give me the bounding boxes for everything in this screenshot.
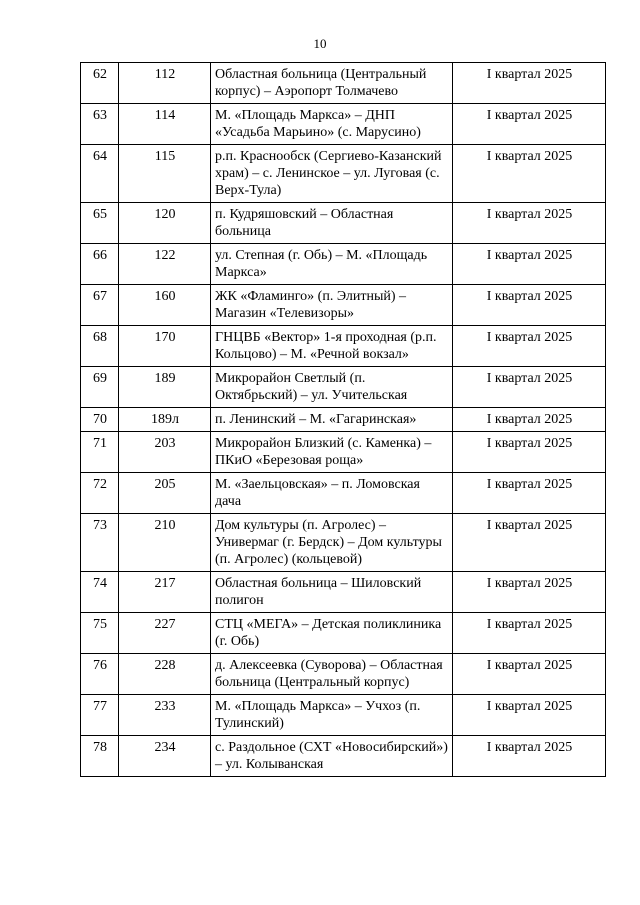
table-row: [81, 203, 606, 244]
route-name-cell: СТЦ «МЕГА» – Детская поликлиника (г. Обь): [211, 613, 453, 654]
route-name-cell: ЖК «Фламинго» (п. Элитный) – Магазин «Телевизоры»: [211, 285, 453, 326]
term-cell: I квартал 2025: [453, 244, 606, 285]
term-cell: I квартал 2025: [453, 285, 606, 326]
route-name-cell: р.п. Краснообск (Сергиево-Казанский храм) – с. Ленинское – ул. Луговая (с. Верх-Тула): [211, 145, 453, 203]
routes-table-body: [81, 63, 606, 777]
table-row: [81, 613, 606, 654]
term-cell: I квартал 2025: [453, 145, 606, 203]
route-number-cell: 115: [119, 145, 211, 203]
route-name-cell: ул. Степная (г. Обь) – М. «Площадь Маркса»: [211, 244, 453, 285]
route-number-cell: 227: [119, 613, 211, 654]
route-name-cell: п. Ленинский – М. «Гагаринская»: [211, 408, 453, 432]
route-name-cell: Микрорайон Близкий (с. Каменка) – ПКиО «Березовая роща»: [211, 432, 453, 473]
table-row: [81, 514, 606, 572]
term-cell: I квартал 2025: [453, 432, 606, 473]
table-row: [81, 432, 606, 473]
row-number-cell: 63: [81, 104, 119, 145]
row-number-cell: 66: [81, 244, 119, 285]
row-number-cell: 74: [81, 572, 119, 613]
route-name-cell: Микрорайон Светлый (п. Октябрьский) – ул. Учительская: [211, 367, 453, 408]
routes-table: [80, 62, 606, 777]
term-cell: I квартал 2025: [453, 326, 606, 367]
route-name-cell: п. Кудряшовский – Областная больница: [211, 203, 453, 244]
row-number-cell: 64: [81, 145, 119, 203]
table-row: [81, 736, 606, 777]
row-number-cell: 65: [81, 203, 119, 244]
term-cell: I квартал 2025: [453, 63, 606, 104]
route-name-cell: М. «Площадь Маркса» – ДНП «Усадьба Марьино» (с. Марусино): [211, 104, 453, 145]
table-row: [81, 367, 606, 408]
term-cell: I квартал 2025: [453, 104, 606, 145]
route-name-cell: Областная больница (Центральный корпус) – Аэропорт Толмачево: [211, 63, 453, 104]
route-name-cell: М. «Площадь Маркса» – Учхоз (п. Тулинский): [211, 695, 453, 736]
route-name-cell: М. «Заельцовская» – п. Ломовская дача: [211, 473, 453, 514]
table-row: [81, 244, 606, 285]
row-number-cell: 75: [81, 613, 119, 654]
row-number-cell: 68: [81, 326, 119, 367]
row-number-cell: 76: [81, 654, 119, 695]
route-number-cell: 189л: [119, 408, 211, 432]
table-row: [81, 104, 606, 145]
row-number-cell: 70: [81, 408, 119, 432]
route-number-cell: 210: [119, 514, 211, 572]
route-number-cell: 233: [119, 695, 211, 736]
route-number-cell: 114: [119, 104, 211, 145]
route-name-cell: д. Алексеевка (Суворова) – Областная больница (Центральный корпус): [211, 654, 453, 695]
term-cell: I квартал 2025: [453, 203, 606, 244]
route-number-cell: 217: [119, 572, 211, 613]
route-number-cell: 234: [119, 736, 211, 777]
table-row: [81, 63, 606, 104]
row-number-cell: 77: [81, 695, 119, 736]
route-name-cell: Областная больница – Шиловский полигон: [211, 572, 453, 613]
table-row: [81, 473, 606, 514]
row-number-cell: 72: [81, 473, 119, 514]
table-row: [81, 408, 606, 432]
term-cell: I квартал 2025: [453, 654, 606, 695]
route-number-cell: 160: [119, 285, 211, 326]
row-number-cell: 73: [81, 514, 119, 572]
route-number-cell: 120: [119, 203, 211, 244]
row-number-cell: 78: [81, 736, 119, 777]
term-cell: I квартал 2025: [453, 572, 606, 613]
table-row: [81, 695, 606, 736]
row-number-cell: 62: [81, 63, 119, 104]
route-number-cell: 122: [119, 244, 211, 285]
term-cell: I квартал 2025: [453, 514, 606, 572]
table-row: [81, 285, 606, 326]
route-name-cell: ГНЦВБ «Вектор» 1-я проходная (р.п. Кольцово) – М. «Речной вокзал»: [211, 326, 453, 367]
route-number-cell: 112: [119, 63, 211, 104]
term-cell: I квартал 2025: [453, 408, 606, 432]
route-name-cell: с. Раздольное (СХТ «Новосибирский») – ул. Колыванская: [211, 736, 453, 777]
row-number-cell: 69: [81, 367, 119, 408]
table-row: [81, 572, 606, 613]
route-number-cell: 228: [119, 654, 211, 695]
table-row: [81, 326, 606, 367]
table-row: [81, 654, 606, 695]
route-number-cell: 189: [119, 367, 211, 408]
route-number-cell: 170: [119, 326, 211, 367]
table-row: [81, 145, 606, 203]
route-name-cell: Дом культуры (п. Агролес) – Универмаг (г. Бердск) – Дом культуры (п. Агролес) (кольцевой): [211, 514, 453, 572]
route-number-cell: 203: [119, 432, 211, 473]
route-number-cell: 205: [119, 473, 211, 514]
term-cell: I квартал 2025: [453, 736, 606, 777]
term-cell: I квартал 2025: [453, 613, 606, 654]
term-cell: I квартал 2025: [453, 473, 606, 514]
page-number: 10: [313, 36, 327, 51]
term-cell: I квартал 2025: [453, 367, 606, 408]
row-number-cell: 71: [81, 432, 119, 473]
row-number-cell: 67: [81, 285, 119, 326]
term-cell: I квартал 2025: [453, 695, 606, 736]
